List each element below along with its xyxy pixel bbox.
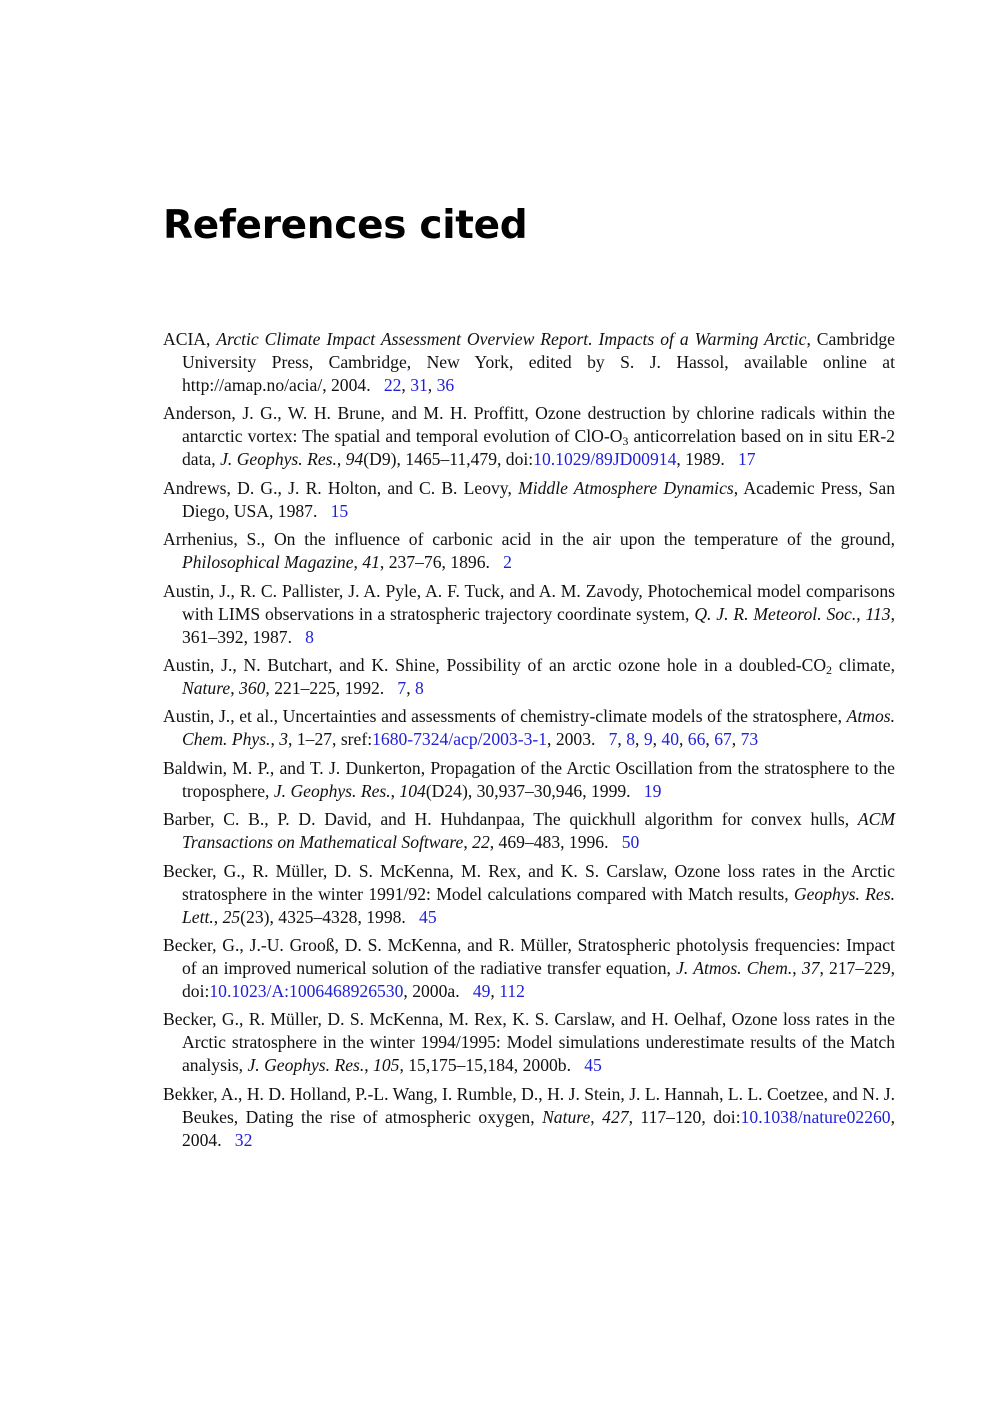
ref-text: Austin, J., R. C. Pallister, J. A. Pyle, A. F. Tuck, and A. M. Zavody, Photochemical model comparisons with LIMS observations in a stratospheric trajectory coordinate system, — [163, 580, 895, 624]
page-backlink[interactable]: 112 — [499, 980, 525, 1001]
page-backlink[interactable]: 50 — [621, 832, 640, 853]
ref-text: , — [213, 906, 223, 927]
reference-entry: Austin, J., et al., Uncertainties and assessments of chemistry-climate models of the stratosphere, Atmos. Chem. Phys., 3, 1–27, sref:1680-7324/acp/2003-3-1, 2003. 7, 8, 9, 40, 66, 67, 73 — [163, 706, 895, 750]
ref-volume: 37 — [801, 957, 820, 978]
sref-link[interactable]: 1680-7324/acp/2003-3-1 — [372, 729, 548, 750]
page-backlink[interactable]: 17 — [737, 449, 756, 470]
ref-volume: 25 — [222, 906, 241, 927]
reference-entry — [163, 808, 895, 854]
ref-text: , 221–225, 1992. — [265, 677, 385, 698]
page-title: References cited — [163, 203, 528, 248]
ref-journal: Atmos. Chem. Phys. — [182, 706, 895, 750]
ref-text: climate, — [832, 654, 895, 675]
page-backlink[interactable]: 32 — [234, 1129, 253, 1150]
ref-text: , 361–392, 1987. — [182, 603, 896, 647]
ref-volume: 113 — [865, 603, 891, 624]
ref-journal: J. Atmos. Chem. — [676, 957, 793, 978]
ref-journal: Philosophical Magazine — [182, 552, 354, 573]
ref-text: Austin, J., et al., Uncertainties and assessments of chemistry-climate models of the stratosphere, — [163, 706, 847, 727]
ref-text: , — [856, 603, 866, 624]
reference-entry — [163, 580, 895, 649]
ref-text: (D9), 1465–11,479, doi: — [363, 449, 534, 470]
ref-journal: Geophys. Res. Lett. — [182, 883, 895, 927]
page-backlink[interactable]: 73 — [740, 729, 759, 750]
ref-volume: 3 — [279, 729, 289, 750]
ref-text: , — [230, 677, 240, 698]
ref-text: , 15,175–15,184, 2000b. — [399, 1055, 571, 1076]
ref-journal: Q. J. R. Meteorol. Soc. — [694, 603, 857, 624]
page-backlink[interactable]: 8 — [305, 626, 314, 647]
ref-text: Barber, C. B., P. D. David, and H. Huhdanpaa, The quickhull algorithm for convex hulls, — [163, 809, 858, 830]
page-backlink[interactable]: 7 — [397, 677, 407, 698]
ref-journal: J. Geophys. Res. — [273, 780, 391, 801]
ref-volume: 94 — [345, 449, 364, 470]
ref-text: , — [364, 1055, 374, 1076]
ref-text: , 237–76, 1896. — [379, 552, 490, 573]
page-backlink[interactable]: 45 — [419, 906, 437, 927]
ref-text: , — [590, 1106, 603, 1127]
ref-text: , — [336, 449, 346, 470]
ref-text: Andrews, D. G., J. R. Holton, and C. B. Leovy, — [163, 477, 519, 498]
page-backlink[interactable]: 9 — [643, 729, 653, 750]
ref-journal: ACM Transactions on Mathematical Software — [182, 809, 895, 853]
ref-text: , — [270, 729, 280, 750]
page-backlink[interactable]: 31 — [410, 375, 428, 395]
ref-volume: 104 — [399, 780, 426, 801]
reference-entry — [163, 477, 895, 523]
reference-entry — [163, 860, 895, 929]
ref-text: Austin, J., N. Butchart, and K. Shine, Possibility of an arctic ozone hole in a doubled-CO — [163, 654, 827, 675]
page-backlink[interactable]: 7 — [608, 729, 618, 750]
ref-subscript: 3 — [622, 434, 629, 449]
ref-text: Becker, G., R. Müller, D. S. McKenna, M. Rex, and K. S. Carslaw, Ozone loss rates in the Arctic stratosphere in the winter 1991/92: Model calculations compared with Match results, — [163, 860, 895, 904]
ref-text: , — [353, 552, 363, 573]
ref-text: , — [463, 832, 473, 853]
page-backlink[interactable]: 67 — [714, 729, 732, 750]
ref-text: Baldwin, M. P., and T. J. Dunkerton, Propagation of the Arctic Oscillation from the stratosphere to the troposphere, — [163, 757, 895, 801]
doi-link[interactable]: 10.1023/A:1006468926530 — [209, 980, 404, 1001]
ref-volume: 22 — [472, 832, 490, 853]
ref-journal: J. Geophys. Res. — [247, 1055, 365, 1076]
ref-text: , 1–27, sref: — [288, 729, 373, 750]
page-backlink[interactable]: 15 — [330, 500, 349, 521]
page-backlink[interactable]: 8 — [414, 677, 424, 698]
ref-text: , 469–483, 1996. — [489, 832, 609, 853]
page-backlink[interactable]: 45 — [584, 1055, 602, 1076]
ref-journal: J. Geophys. Res. — [220, 449, 337, 470]
ref-text: , 2003. — [547, 729, 596, 750]
ref-journal: Nature — [182, 677, 231, 698]
page-backlink[interactable]: 19 — [643, 780, 662, 801]
reference-entry: Becker, G., J.-U. Grooß, D. S. McKenna, and R. Müller, Stratospheric photolysis frequencies: Impact of an improved numerical solution of the radiative transfer equation, J. Atmos. Chem., 37, 217–229, doi:10.1023/A:1006468926530, 2000a. 49, 112 — [163, 934, 896, 1001]
ref-text: Becker, G., J.-U. Grooß, D. S. McKenna, and R. Müller, Stratospheric photolysis frequencies: Impact of an improved numerical solution of the radiative transfer equation, — [163, 934, 895, 978]
reference-entry — [163, 402, 895, 471]
ref-volume: 41 — [362, 552, 380, 573]
ref-text: (D24), 30,937–30,946, 1999. — [425, 780, 631, 801]
ref-text: , 2004. — [182, 1106, 896, 1150]
reference-entry — [163, 528, 895, 574]
doi-link[interactable]: 10.1038/nature02260 — [740, 1106, 891, 1127]
reference-entry — [163, 1008, 895, 1077]
ref-journal: Nature — [542, 1106, 591, 1127]
reference-entry — [163, 757, 895, 803]
ref-text: Anderson, J. G., W. H. Brune, and M. H. Proffitt, Ozone destruction by chlorine radicals within the antarctic vortex: The spatial and temporal evolution of ClO-O — [163, 403, 895, 447]
ref-text: (23), 4325–4328, 1998. — [240, 906, 406, 927]
ref-text: ACIA, — [163, 329, 217, 349]
reference-entry: ACIA, Arctic Climate Impact Assessment Overview Report. Impacts of a Warming Arctic, Cambridge University Press, Cambridge, New York, edited by S. J. Hassol, available online at http://amap.no/acia/, 2004. 22, 31, 36 — [163, 329, 895, 395]
ref-text: Arrhenius, S., On the influence of carbonic acid in the air upon the temperature of the ground, — [163, 529, 895, 550]
ref-title: Arctic Climate Impact Assessment Overview Report. Impacts of a Warming Arctic — [216, 329, 807, 349]
page-backlink[interactable]: 22 — [383, 375, 402, 395]
reference-entry: Austin, J., N. Butchart, and K. Shine, Possibility of an arctic ozone hole in a doubled-$CO_2$ climate, Nature, 360, 221–225, 1992. 7, 8 — [163, 654, 895, 698]
ref-volume: 427 — [602, 1106, 629, 1127]
doi-link[interactable]: 10.1029/89JD00914 — [533, 449, 677, 470]
ref-text: , 217–229, doi: — [182, 957, 896, 1001]
page-backlink[interactable]: 66 — [687, 729, 706, 750]
page-backlink[interactable]: 49 — [472, 980, 491, 1001]
ref-text: anticorrelation based on in situ ER-2 data, — [182, 426, 895, 470]
ref-text: , Cambridge University Press, Cambridge, New York, edited by S. J. Hassol, available online at http://amap.no/acia/, 2004. — [182, 329, 895, 395]
ref-text: Becker, G., R. Müller, D. S. McKenna, M. Rex, K. S. Carslaw, and H. Oelhaf, Ozone loss rates in the Arctic stratosphere in the winter 1994/1995: Model simulations underestimate results of the Match analysis, — [163, 1009, 895, 1076]
ref-title: Middle Atmosphere Dynamics — [518, 477, 734, 498]
page-backlink[interactable]: 8 — [626, 729, 636, 750]
reference-entry — [163, 1083, 895, 1152]
reference-list — [163, 328, 895, 1157]
page-backlink[interactable]: 2 — [503, 552, 512, 573]
ref-text: , — [390, 780, 400, 801]
ref-text: , 2000a. — [403, 980, 460, 1001]
ref-text: , Academic Press, San Diego, USA, 1987. — [182, 477, 896, 521]
ref-text: , 117–120, doi: — [628, 1106, 741, 1127]
ref-subscript: 2 — [826, 662, 833, 677]
ref-volume: 105 — [373, 1055, 400, 1076]
ref-text: Bekker, A., H. D. Holland, P.-L. Wang, I. Rumble, D., H. J. Stein, J. L. Hannah, L. L. Coetzee, and N. J. Beukes, Dating the rise of atmospheric oxygen, — [163, 1083, 895, 1127]
page-backlink[interactable]: 40 — [661, 729, 679, 750]
ref-volume: 360 — [239, 677, 266, 698]
ref-text: , — [792, 957, 802, 978]
page-backlink[interactable]: 36 — [436, 375, 455, 395]
ref-text: , 1989. — [676, 449, 725, 470]
